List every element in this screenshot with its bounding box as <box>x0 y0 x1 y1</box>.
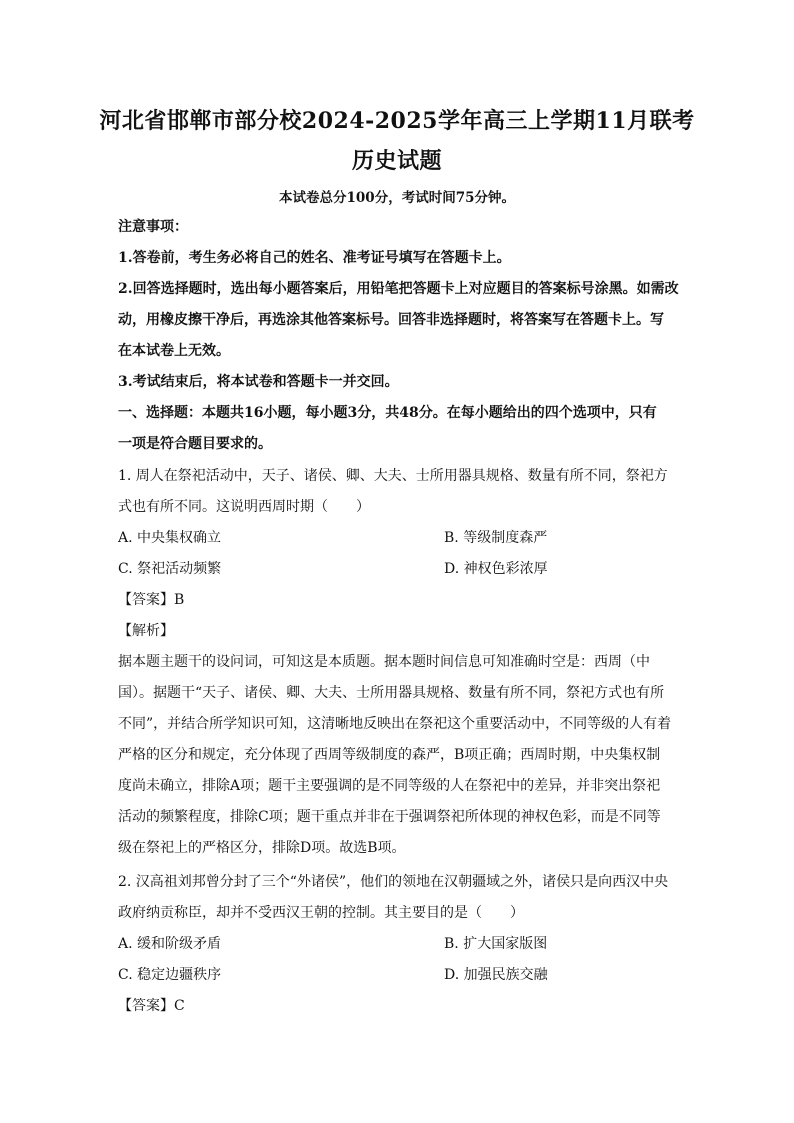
question-1-option-c: C. 祭祀活动频繁 <box>118 561 222 577</box>
question-1-analysis-label: 【解析】 <box>118 623 174 639</box>
question-1-answer: 【答案】B <box>118 592 185 608</box>
page-title: 河北省邯郸市部分校2024-2025学年高三上学期11月联考 <box>99 108 695 134</box>
question-2-stem-cont: 政府纳贡称臣，却并不受西汉王朝的控制。其主要目的是（ ） <box>118 905 524 921</box>
section-heading-cont: 一项是符合题目要求的。 <box>118 436 272 452</box>
page-subject-title: 历史试题 <box>351 148 442 174</box>
question-1-analysis-line: 严格的区分和规定，充分体现了西周等级制度的森严，B项正确；西周时期，中央集权制 <box>118 747 661 763</box>
question-1-option-d: D. 神权色彩浓厚 <box>444 561 548 577</box>
question-1-stem-cont: 式也有所不同。这说明西周时期（ ） <box>118 499 370 515</box>
exam-info: 本试卷总分100分，考试时间75分钟。 <box>279 190 515 206</box>
question-1-analysis-line: 不同”，并结合所学知识可知，这清晰地反映出在祭祀这个重要活动中，不同等级的人有着 <box>118 716 672 732</box>
question-2-stem: 2. 汉高祖刘邦曾分封了三个“外诸侯”，他们的领地在汉朝疆域之外，诸侯只是向西汉中央 <box>118 874 669 890</box>
note-line: 动，用橡皮擦干净后，再选涂其他答案标号。回答非选择题时，将答案写在答题卡上。写 <box>118 312 664 328</box>
question-2-option-a: A. 缓和阶级矛盾 <box>118 936 222 952</box>
question-1-analysis-line: 国）。据题干“天子、诸侯、卿、大夫、士所用器具规格、数量有所不同，祭祀方式也有所 <box>118 685 665 701</box>
question-1-analysis-line: 活动的频繁程度，排除C项；题干重点并非在于强调祭祀所体现的神权色彩，而是不同等 <box>118 809 661 825</box>
question-1-stem: 1. 周人在祭祀活动中，天子、诸侯、卿、大夫、士所用器具规格、数量有所不同，祭祀方 <box>118 468 668 484</box>
note-line: 3.考试结束后，将本试卷和答题卡一并交回。 <box>118 374 399 390</box>
note-line: 2.回答选择题时，选出每小题答案后，用铅笔把答题卡上对应题目的答案标号涂黑。如需改 <box>118 281 679 297</box>
question-1-option-b: B. 等级制度森严 <box>444 530 548 546</box>
question-1-analysis-line: 据本题主题干的设问词，可知这是本质题。据本题时间信息可知准确时空是：西周（中 <box>118 654 650 670</box>
section-heading: 一、选择题：本题共16小题，每小题3分，共48分。在每小题给出的四个选项中，只有 <box>118 405 657 421</box>
question-2-option-d: D. 加强民族交融 <box>444 967 548 983</box>
note-line: 1.答卷前，考生务必将自己的姓名、准考证号填写在答题卡上。 <box>118 250 511 266</box>
note-line: 在本试卷上无效。 <box>118 343 230 359</box>
question-1-analysis-line: 级在祭祀上的严格区分，排除D项。故选B项。 <box>118 840 406 856</box>
question-1-analysis-line: 度尚未确立，排除A项；题干主要强调的是不同等级的人在祭祀中的差异，并非突出祭祀 <box>118 778 661 794</box>
question-2-option-c: C. 稳定边疆秩序 <box>118 967 222 983</box>
question-2-answer: 【答案】C <box>118 998 185 1014</box>
question-2-option-b: B. 扩大国家版图 <box>444 936 548 952</box>
question-1-option-a: A. 中央集权确立 <box>118 530 222 546</box>
notes-heading: 注意事项： <box>118 219 188 235</box>
